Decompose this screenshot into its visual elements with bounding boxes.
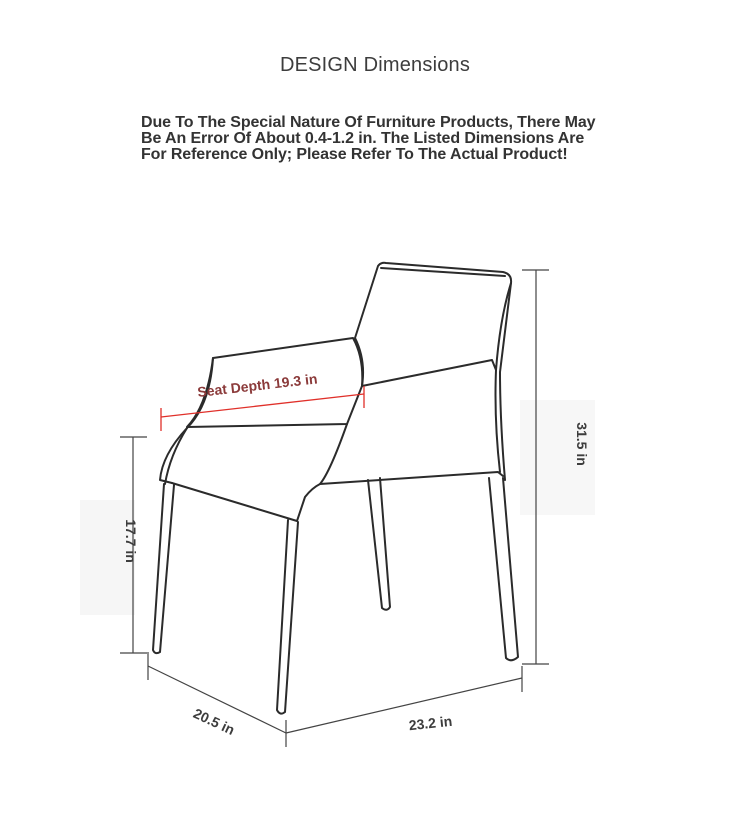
chair-leg-front-left <box>153 484 174 653</box>
chair-seat-side <box>320 424 347 484</box>
chair-seat-line <box>165 428 187 484</box>
seat-height-label: 17.7 in <box>123 519 139 563</box>
chair-seat-front <box>172 472 503 521</box>
chair-backrest-inner <box>381 268 505 276</box>
seat-depth-label: Seat Depth 19.3 in <box>196 370 319 400</box>
chair-leg-back-left <box>368 478 390 610</box>
depth-label: 20.5 in <box>190 705 238 738</box>
width-line <box>286 678 522 733</box>
notice-line-1: Due To The Special Nature Of Furniture Products, There May <box>141 114 596 131</box>
chair-leg-front-right <box>277 520 298 714</box>
chair-leg-back-right <box>489 478 518 660</box>
total-height-label: 31.5 in <box>574 422 590 466</box>
notice-line-2: Be An Error Of About 0.4-1.2 in. The Listed Dimensions Are <box>141 130 585 147</box>
chair-outline <box>153 263 518 714</box>
width-label: 23.2 in <box>407 712 453 734</box>
chair-backrest <box>355 263 511 386</box>
notice-line-3: For Reference Only; Please Refer To The Actual Product! <box>141 146 568 163</box>
page-title: DESIGN Dimensions <box>279 54 471 76</box>
chair-armrest-left-outer <box>160 358 213 483</box>
depth-dimension <box>148 652 286 747</box>
chair-right-panel <box>500 283 511 480</box>
width-dimension <box>286 666 522 733</box>
seat-depth-line <box>161 394 364 417</box>
